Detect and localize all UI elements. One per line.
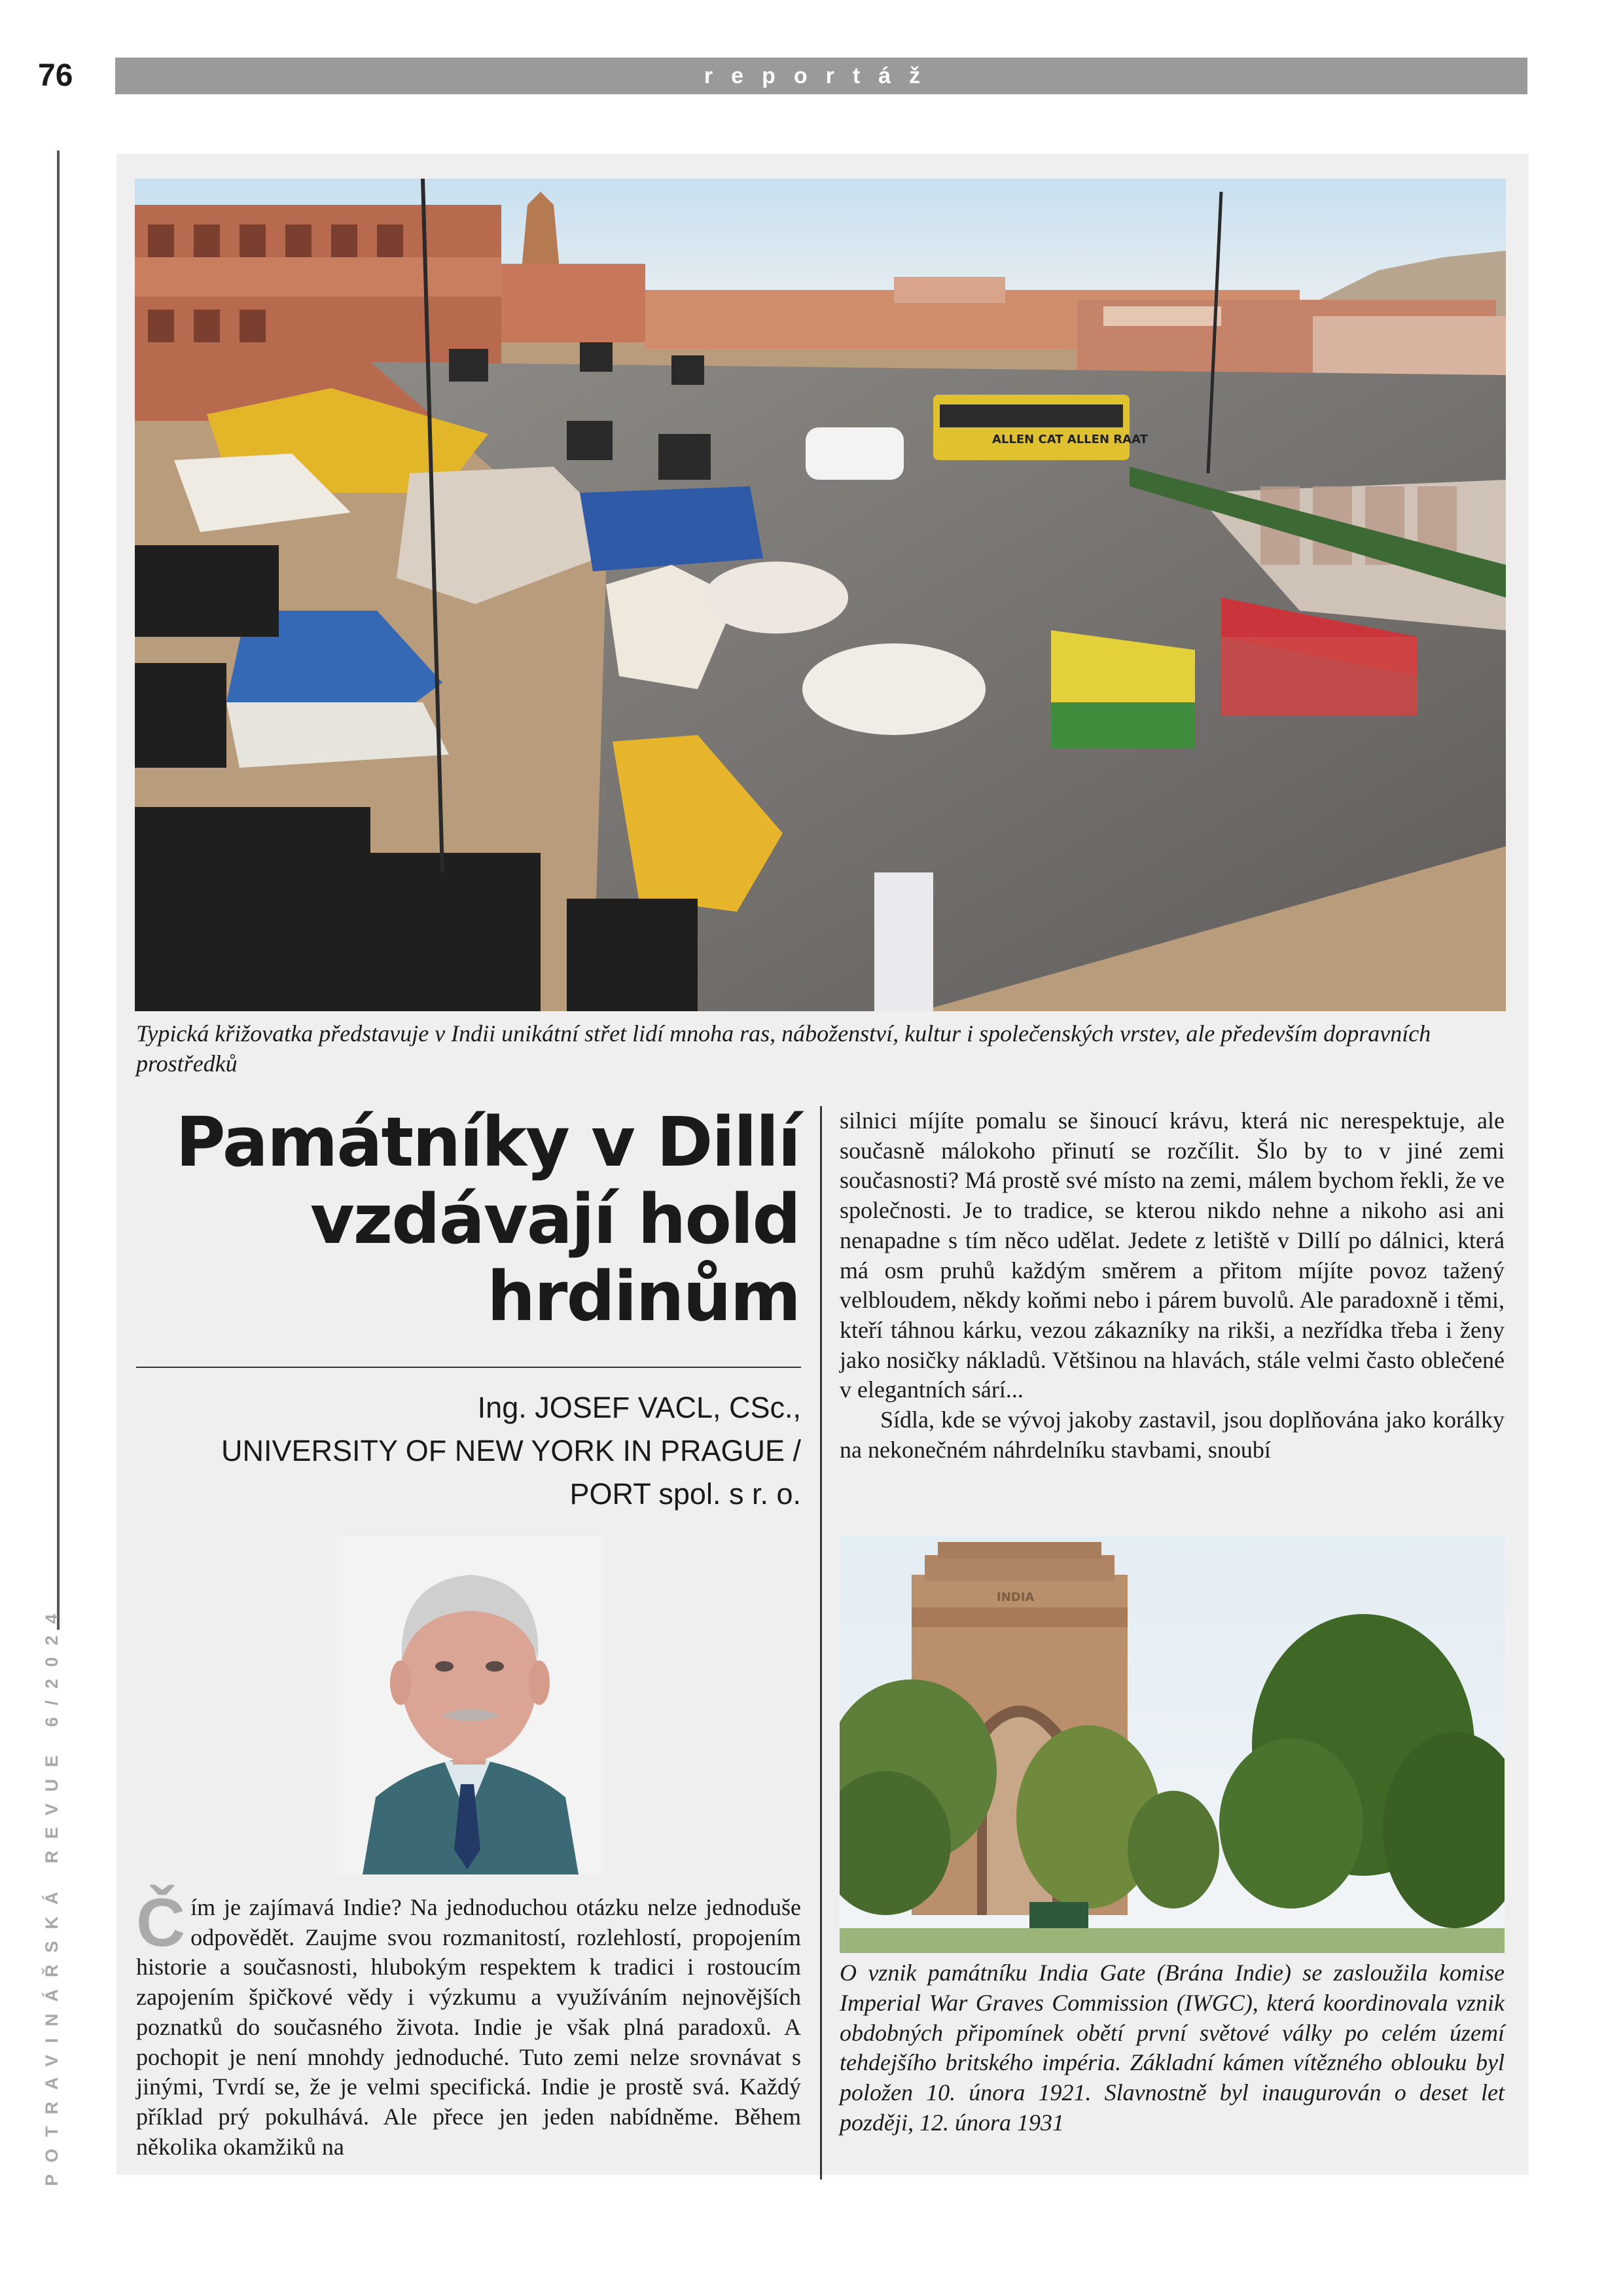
author-byline — [136, 1386, 801, 1516]
body-paragraph: Sídla, kde se vývoj jakoby zastavil, jsou doplňována jako korálky na nekonečném náhrdelníku stavbami, snoubí — [840, 1407, 1505, 1463]
magazine-issue-label: POTRAVINÁŘSKÁ REVUE 6/2024 — [42, 1602, 62, 2186]
section-bar — [115, 58, 1527, 94]
author-portrait-photo — [336, 1535, 603, 1874]
headline-line: vzdávají hold — [310, 1179, 800, 1259]
column-divider — [820, 1106, 822, 2179]
headline-line: Památníky v Dillí — [175, 1102, 800, 1182]
headline-line: hrdinům — [487, 1257, 800, 1336]
body-paragraph: silnici míjíte pomalu se šinoucí krávu, která nic nerespektuje, ale současně málokoho přinutí se rozčílit. Šlo by to v jiné zemi současnosti? Má prostě své místo na zemi, málem bychom řekli, že ve společnosti. Je to tradice, se kterou nikdo nehne a nikoho asi ani nenapadne s tím něco udělat. Jedete z letiště v Dillí po dálnici, která má osm pruhů každým směrem a přitom míjíte povoz tažený velbloudem, někdy koňmi nebo i párem buvolů. Ale paradoxně i těmi, kteří táhnou kárku, vezou zákazníky na rikši, a nezřídka třeba i ženy jako nosičky nákladů. Většinou na hlavách, stále velmi často oblečené v elegantních sárí... — [840, 1107, 1505, 1403]
market-intersection-photo — [135, 179, 1506, 1011]
author-affiliation: UNIVERSITY OF NEW YORK IN PRAGUE / — [221, 1434, 801, 1467]
margin-rule — [57, 151, 60, 1630]
article-headline — [136, 1103, 800, 1335]
headline-divider — [136, 1367, 801, 1368]
top-photo-caption: Typická křižovatka představuje v Indii unikátní střet lidí mnoha ras, náboženství, kultur i společenských vrstev, ale především dopravních prostředků — [136, 1020, 1431, 1077]
arch-inscription: INDIA — [997, 1590, 1035, 1604]
author-affiliation: PORT spol. s r. o. — [569, 1477, 801, 1511]
drop-cap: Č — [136, 1885, 186, 1961]
india-gate-photo — [840, 1535, 1505, 1953]
bus-sign: ALLEN CAT ALLEN RAAT — [992, 433, 1148, 446]
article-body-right — [840, 1106, 1505, 1465]
author-name: Ing. JOSEF VACL, CSc., — [477, 1391, 801, 1424]
india-gate-caption: O vznik památníku India Gate (Brána Indie) se zasloužila komise Imperial War Graves Commission (IWGC), která koordinovala vznik obdobných připomínek obětí první světové války po celém území tehdejšího britského impéria. Základní kámen vítězného oblouku byl položen 10. února 1921. Slavnostně byl inaugurován o deset let později, 12. února 1931 — [840, 1960, 1505, 2136]
body-paragraph: ím je zajímavá Indie? Na jednoduchou otázku nelze jednoduše odpovědět. Zaujme svou rozmanitostí, rozlehlostí, propojením historie a současnosti, hlubokým respektem k tradici i rostoucím zapojením špičkové vědy i výzkumu a využíváním nejnovějších poznatků do současného života. Indie je však plná paradoxů. A pochopit je není mnohdy jednoduché. Tuto zemi nelze srovnávat s jinými, Tvrdí se, že je velmi specifická. Indie je prostě svá. Každý příklad prý pokulhává. Ale přece jen jeden nabídněme. Během několika okamžiků na — [136, 1894, 801, 2160]
section-label: reportáž — [704, 63, 939, 88]
page-number: 76 — [38, 58, 73, 93]
article-body-left — [136, 1885, 801, 2162]
